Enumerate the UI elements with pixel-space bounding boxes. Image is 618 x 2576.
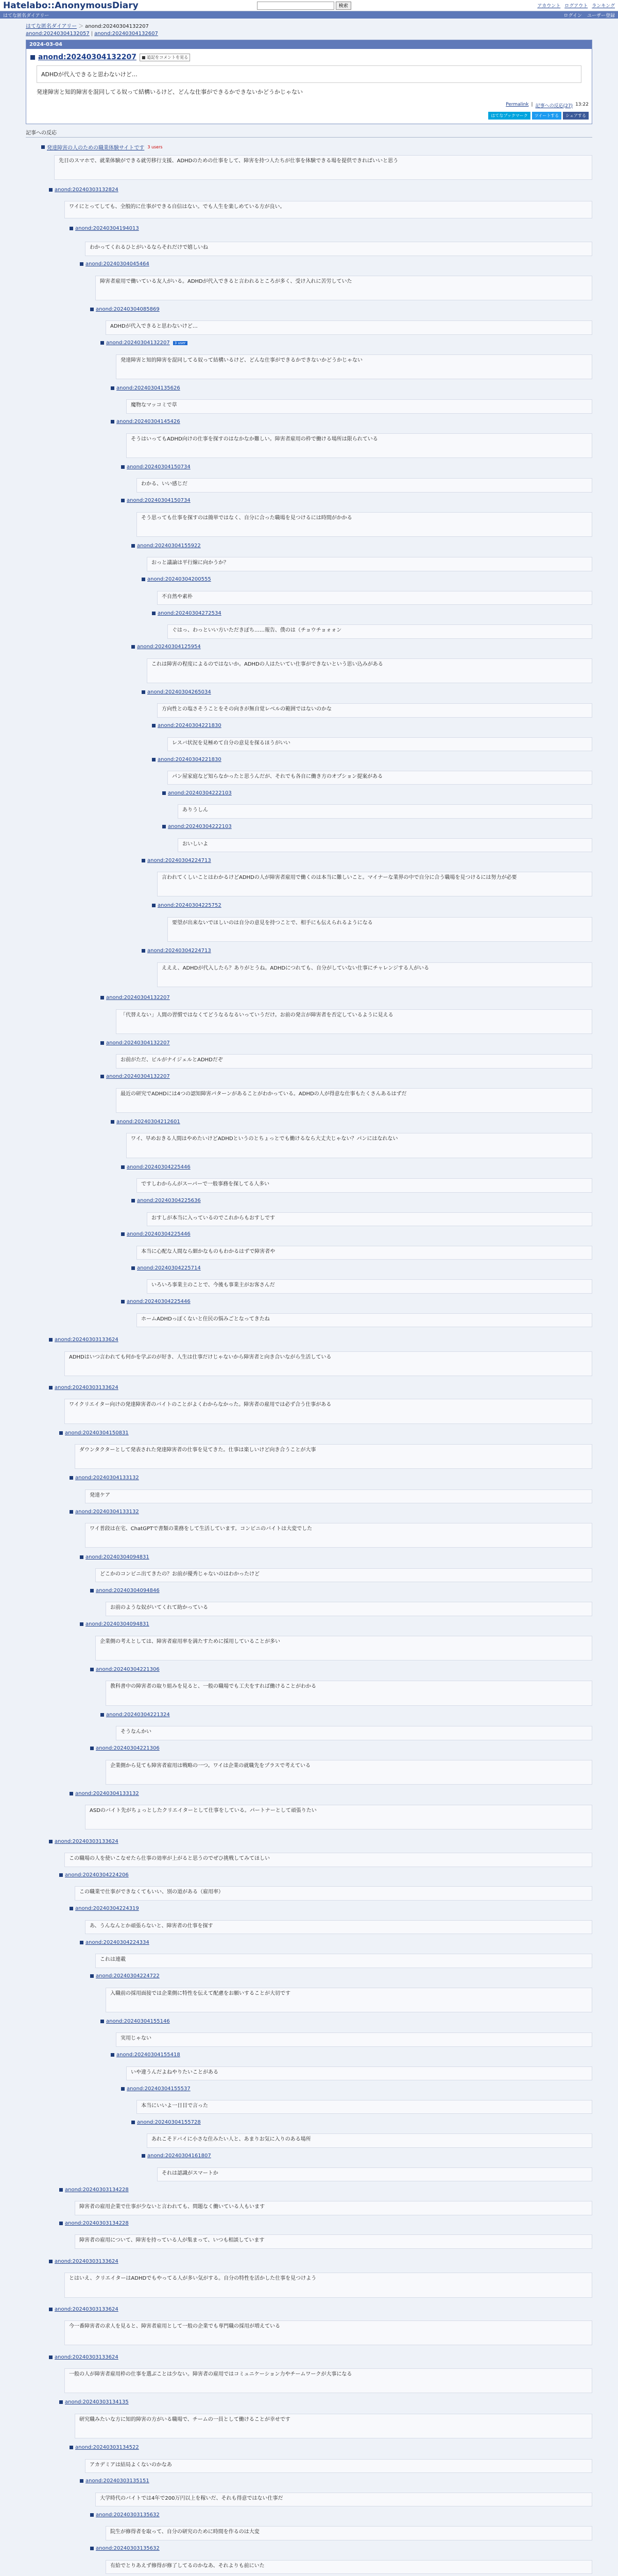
reaction-text: あ、うんなんとか頑張らないと、障害者の仕事を探す bbox=[85, 1920, 592, 1935]
reaction-row bbox=[152, 721, 221, 731]
square-bullet-icon bbox=[70, 227, 73, 230]
square-bullet-icon bbox=[100, 1041, 104, 1045]
square-bullet-icon bbox=[59, 1431, 63, 1435]
square-bullet-icon bbox=[121, 499, 125, 502]
square-bullet-icon bbox=[152, 904, 156, 907]
reaction-link[interactable]: anond:20240303133624 bbox=[55, 1385, 118, 1391]
reaction-text: 実用じゃない bbox=[116, 2032, 592, 2047]
reaction-link[interactable]: anond:20240304194013 bbox=[75, 226, 139, 232]
reaction-row bbox=[49, 2257, 118, 2266]
header-links bbox=[537, 2, 615, 9]
reaction-link[interactable]: anond:20240304155728 bbox=[137, 2119, 201, 2125]
breadcrumb: はてな匿名ダイアリー ＞ anond:20240304132207 bbox=[26, 24, 149, 29]
reaction-text: 本当にいいよ一日目で言った bbox=[136, 2100, 592, 2114]
reaction-link[interactable]: anond:20240304132207 bbox=[106, 340, 170, 346]
square-bullet-icon bbox=[70, 2446, 73, 2449]
bookmark-count-badge[interactable]: 3 users bbox=[147, 145, 163, 149]
reaction-row bbox=[121, 462, 191, 471]
search-button[interactable]: 検索 bbox=[336, 2, 351, 10]
pager: anond:20240304132057 | anond:20240304132607 bbox=[26, 31, 158, 37]
square-bullet-icon bbox=[142, 859, 145, 862]
reaction-text: ワイにとってしても、全般的に仕事ができる自信はない。でも人生を楽しめている方が良い。 bbox=[64, 201, 592, 218]
reaction-link[interactable]: anond:20240304221324 bbox=[106, 1711, 170, 1718]
site-logo[interactable]: Hatelabo::AnonymousDiary bbox=[3, 0, 139, 11]
reaction-link[interactable]: anond:20240304224713 bbox=[147, 857, 211, 863]
square-bullet-icon bbox=[59, 2188, 63, 2192]
share-buttons bbox=[26, 111, 592, 124]
square-bullet-icon bbox=[80, 1555, 83, 1559]
entry-title[interactable]: anond:20240304132207 bbox=[38, 53, 136, 61]
reaction-link[interactable]: anond:20240304225446 bbox=[127, 1299, 191, 1305]
square-bullet-icon bbox=[100, 1075, 104, 1078]
reaction-text: ADHDはいつ言われても何かを学ぶのが好き、人生は仕事だけじゃないから障害者と向き合いながら生活している bbox=[64, 1351, 592, 1376]
reaction-link[interactable]: anond:20240304145426 bbox=[116, 419, 180, 425]
tweet-button[interactable]: ツイートする bbox=[532, 112, 561, 120]
reaction-link[interactable]: anond:20240303135632 bbox=[96, 2512, 160, 2518]
reaction-text: ワイ普段は在宅、ChatGPTで書類の業務をして生活しています。コンビニのバイトは大変でした bbox=[85, 1523, 592, 1548]
reaction-text: アカデミアは結局よくないのかなあ bbox=[85, 2459, 592, 2473]
square-bullet-icon bbox=[131, 645, 135, 649]
reaction-text: 企業側から見ても障害者雇用は戦略の一つ。ワイは企業の就職先をプラスで考えている bbox=[106, 1760, 592, 1785]
square-bullet-icon bbox=[152, 612, 156, 615]
site-header bbox=[0, 0, 618, 11]
square-bullet-icon bbox=[111, 420, 114, 423]
reaction-link[interactable]: anond:20240303134522 bbox=[75, 2445, 139, 2451]
reaction-row bbox=[70, 1473, 139, 1483]
sub-navbar bbox=[0, 11, 618, 19]
reaction-link[interactable]: anond:20240303134228 bbox=[65, 2187, 129, 2193]
square-bullet-icon bbox=[100, 996, 104, 999]
header-link-ranking[interactable]: ランキング bbox=[592, 4, 615, 9]
reaction-text: 入職前の採用面接では企業側に特性を伝えて配慮をお願いすることが大切です bbox=[106, 1988, 592, 2012]
reaction-text: 障害者雇用で働いている友人がいる。ADHDが代入できると言われるところが多く、受け入れに苦労していた bbox=[95, 276, 592, 300]
entry-footer: Permalink | 記事への反応(27) 13:22 bbox=[506, 101, 589, 109]
reaction-row bbox=[70, 1904, 139, 1913]
reaction-text: 最近の研究でADHDには4つの認知障害パターンがあることがわかっている。ADHDの人が得意な仕事もたくさんあるはずだ bbox=[116, 1088, 592, 1113]
reaction-row bbox=[121, 1297, 191, 1307]
reaction-link[interactable]: anond:20240304222103 bbox=[168, 790, 232, 796]
reaction-tree bbox=[26, 138, 592, 2569]
reaction-text: あれこそドバイに小さな住みたい人と、あまりお気に入りのある場所 bbox=[147, 2133, 592, 2148]
subbar-home-link[interactable]: はてな匿名ダイアリー bbox=[3, 13, 49, 19]
reaction-row bbox=[90, 1972, 160, 1981]
reaction-link[interactable]: anond:20240304221306 bbox=[96, 1745, 160, 1752]
reaction-text: そうはいってもADHD向けの仕事を探すのはなかなか難しい。障害者雇用の枠で働ける場所は限られている bbox=[126, 433, 592, 458]
reaction-link[interactable]: anond:20240304225636 bbox=[137, 1198, 201, 1204]
reaction-text: 障害者の雇用について、障害を持っている人が集まって、いつも相談しています bbox=[75, 2234, 592, 2249]
reaction-link[interactable]: anond:20240304222103 bbox=[168, 824, 232, 830]
reaction-row bbox=[49, 1837, 118, 1846]
reaction-row bbox=[80, 2477, 149, 2486]
reaction-row bbox=[49, 1383, 118, 1393]
reaction-row bbox=[59, 2185, 129, 2194]
reaction-row bbox=[142, 575, 211, 584]
reaction-link[interactable]: anond:20240304155418 bbox=[116, 2052, 180, 2058]
reaction-link[interactable]: anond:20240304221830 bbox=[158, 756, 221, 762]
square-bullet-icon bbox=[70, 1792, 73, 1795]
entry-time: 13:22 bbox=[575, 101, 589, 107]
reaction-text: これは障害の程度によるのではないか。ADHDの人はたいてい仕事ができないという思い込みがある bbox=[147, 658, 592, 683]
reaction-text: お前がただ、ビルがナイジェルとADHDだぞ bbox=[116, 1054, 592, 1069]
reaction-text: この職業で仕事ができなくてもいい、別の道がある（雇用率） bbox=[75, 1886, 592, 1901]
reaction-text: レスバ状況を見極めて自分の意見を探るほうがいい bbox=[167, 737, 592, 752]
entry-box bbox=[26, 40, 592, 124]
reaction-row bbox=[162, 822, 232, 832]
reaction-row bbox=[111, 1117, 180, 1127]
reaction-text: 有給でとりあえず修得が修了してるのかなあ、それよりも前にいた bbox=[106, 2560, 592, 2574]
reaction-text: ですしわからんがスーパーで一般事務を探してる人多い bbox=[136, 1178, 592, 1193]
bookmark-count-badge[interactable]: 3 user bbox=[173, 341, 187, 345]
reaction-row bbox=[49, 2304, 118, 2314]
reaction-row bbox=[100, 1072, 170, 1081]
square-bullet-icon bbox=[90, 2513, 94, 2517]
reaction-link[interactable]: anond:20240304224206 bbox=[65, 1872, 129, 1878]
square-bullet-icon bbox=[49, 2355, 53, 2359]
reaction-link[interactable]: anond:20240304133132 bbox=[75, 1509, 139, 1515]
breadcrumb-home[interactable]: はてな匿名ダイアリー bbox=[26, 24, 77, 29]
reaction-text: わかってくれるひとがいるならそれだけで嬉しいね bbox=[85, 242, 592, 256]
square-bullet-icon bbox=[121, 1165, 125, 1169]
reaction-text: ADHDが代入できると思わないけど… bbox=[106, 320, 592, 335]
reaction-link[interactable]: anond:20240304094831 bbox=[85, 1554, 149, 1560]
entry-date: 2024-03-04 bbox=[26, 40, 592, 49]
reaction-link[interactable]: anond:20240304265034 bbox=[147, 689, 211, 695]
square-bullet-icon bbox=[100, 2020, 104, 2023]
reaction-row bbox=[142, 946, 211, 956]
header-link-logout[interactable]: ログアウト bbox=[564, 4, 588, 9]
square-bullet-icon bbox=[142, 949, 145, 953]
hatena-bookmark-button[interactable]: はてなブックマーク bbox=[488, 112, 530, 120]
square-bullet-icon bbox=[142, 2154, 145, 2158]
reaction-row bbox=[131, 1196, 201, 1206]
next-entry-link[interactable]: anond:20240304132607 bbox=[94, 31, 158, 37]
reaction-row bbox=[41, 143, 163, 152]
reaction-link[interactable]: anond:20240304150734 bbox=[127, 498, 191, 504]
square-bullet-icon bbox=[30, 55, 35, 60]
square-bullet-icon bbox=[131, 1266, 135, 1270]
reaction-link[interactable]: anond:20240303133624 bbox=[55, 2354, 118, 2360]
square-bullet-icon bbox=[70, 1907, 73, 1910]
reaction-row bbox=[100, 1710, 170, 1719]
square-bullet-icon bbox=[131, 1199, 135, 1202]
reaction-text: 企業側の考えとしては、障害者雇用率を満たすために採用していることが多い bbox=[95, 1636, 592, 1660]
reaction-row bbox=[152, 901, 221, 910]
reaction-link[interactable]: anond:20240304155537 bbox=[127, 2086, 191, 2092]
reaction-row bbox=[131, 642, 201, 652]
square-bullet-icon bbox=[49, 1840, 53, 1843]
reaction-link[interactable]: anond:20240304094831 bbox=[85, 1621, 149, 1628]
reaction-row bbox=[142, 2151, 211, 2161]
square-bullet-icon bbox=[100, 341, 104, 345]
reaction-text: 教科書中の障害者の取り組みを見ると、一般の職場でも工夫をすれば働けることがわかる bbox=[106, 1681, 592, 1705]
reaction-link[interactable]: anond:20240304085869 bbox=[96, 306, 160, 312]
reaction-row bbox=[111, 383, 180, 393]
reaction-link[interactable]: anond:20240304045464 bbox=[85, 261, 149, 267]
reaction-text: ワイ、早めおきる人間はやめたいけどADHDというのとちょっとでも働けるなら大丈夫じゃない？パンにはなれない bbox=[126, 1133, 592, 1158]
reaction-text: この職場の人を使いこなせたら仕事の効率が上がると思うのでぜひ挑戦してみてほしい bbox=[64, 1853, 592, 1867]
reaction-row bbox=[121, 2084, 191, 2093]
reaction-text: 本当に心配な人間なら細かなものもわかるはずで障害者や bbox=[136, 1246, 592, 1260]
reaction-link[interactable]: anond:20240304200555 bbox=[147, 577, 211, 583]
reaction-link[interactable]: anond:20240304155146 bbox=[106, 2018, 170, 2024]
reaction-text: 要望が出来ないでほしいのは自分の意見を持つことで、相手にも伝えられるようになる bbox=[167, 917, 592, 942]
reaction-row bbox=[80, 260, 149, 269]
reaction-link[interactable]: anond:20240304125954 bbox=[137, 644, 201, 650]
square-bullet-icon bbox=[70, 1476, 73, 1480]
reaction-text: 言われてくしいことはわかるけどADHDの人が障害者雇用で働くのは本当に難しいこと。マイナーな業界の中で自分に合う職場を見つけるには努力が必要 bbox=[157, 872, 592, 896]
reaction-link[interactable]: anond:20240303134135 bbox=[65, 2399, 129, 2405]
reaction-row bbox=[100, 993, 170, 1003]
reaction-text: 障害者の雇用企業で仕事が少ないと言われても、問題なく働いている人もいます bbox=[75, 2201, 592, 2215]
reaction-link[interactable]: anond:20240304224319 bbox=[75, 1906, 139, 1912]
square-bullet-icon bbox=[131, 544, 135, 548]
reaction-row bbox=[100, 1038, 170, 1047]
facebook-share-button[interactable]: シェアする bbox=[563, 112, 589, 120]
square-bullet-icon bbox=[152, 724, 156, 727]
reaction-link[interactable]: anond:20240304224722 bbox=[96, 1973, 160, 1979]
reaction-row bbox=[121, 1230, 191, 1239]
square-bullet-icon bbox=[49, 188, 53, 192]
reaction-row bbox=[121, 1162, 191, 1172]
reaction-text: ワイクリエイター向けの発達障害者のバイトのことがよくわからなかった。障害者の雇用では必ず合う仕事がある bbox=[64, 1399, 592, 1423]
reaction-link[interactable]: anond:20240304272534 bbox=[158, 610, 221, 616]
square-bullet-icon bbox=[111, 386, 114, 390]
square-bullet-icon bbox=[152, 758, 156, 761]
square-bullet-icon bbox=[80, 1941, 83, 1944]
square-bullet-icon bbox=[121, 2087, 125, 2091]
search-input[interactable] bbox=[257, 2, 334, 10]
reaction-row bbox=[152, 755, 221, 764]
reaction-link[interactable]: anond:20240304150831 bbox=[65, 1430, 129, 1436]
square-bullet-icon bbox=[121, 1300, 125, 1303]
reaction-row bbox=[80, 1552, 149, 1562]
reaction-row bbox=[100, 2016, 170, 2026]
reaction-row bbox=[80, 1620, 149, 1629]
search-form bbox=[257, 2, 351, 10]
reaction-link[interactable]: anond:20240304133132 bbox=[75, 1790, 139, 1797]
reaction-row bbox=[111, 417, 180, 427]
square-bullet-icon bbox=[90, 1974, 94, 1978]
reaction-row bbox=[131, 2117, 201, 2127]
reaction-text: 今一番障害者の求人を見ると、障害者雇用として一般の企業でも専門職の採用が増えている bbox=[64, 2320, 592, 2345]
square-bullet-icon bbox=[111, 2053, 114, 2057]
reaction-text: おいしいよ bbox=[178, 838, 592, 853]
square-bullet-icon bbox=[90, 308, 94, 311]
reaction-text: 大学時代のバイトでは4年で200万円以上を稼いだ、それも得意ではない仕事だ bbox=[95, 2493, 592, 2507]
square-bullet-icon bbox=[121, 465, 125, 469]
reaction-link[interactable]: anond:20240304155922 bbox=[137, 543, 201, 549]
reaction-link[interactable]: anond:20240304225752 bbox=[158, 903, 221, 909]
square-bullet-icon bbox=[49, 1338, 53, 1342]
header-link-account[interactable]: アカウント bbox=[537, 4, 561, 9]
reaction-text: 魔物なマッコミで草 bbox=[126, 399, 592, 414]
reaction-text: お前のような奴がいてくれて助かっている bbox=[106, 1602, 592, 1616]
square-bullet-icon bbox=[162, 791, 166, 795]
reaction-row bbox=[100, 338, 187, 348]
entry-quote: ADHDが代入できると思わないけど… bbox=[37, 65, 581, 83]
reaction-title-link[interactable]: 発達障害の人のための職業体験サイトです bbox=[47, 145, 145, 151]
square-bullet-icon bbox=[49, 1386, 53, 1389]
reaction-link[interactable]: anond:20240304221306 bbox=[96, 1666, 160, 1672]
reaction-text: 不自然や素朴 bbox=[157, 591, 592, 605]
square-bullet-icon bbox=[90, 2547, 94, 2550]
reaction-text: ASDのバイト先がちょっとしたクリエイターとして仕事をしている。パートナーとして頑張りたい bbox=[85, 1805, 592, 1829]
reaction-link[interactable]: anond:20240304094846 bbox=[96, 1587, 160, 1594]
reaction-row bbox=[90, 1665, 160, 1674]
reaction-link[interactable]: anond:20240304135626 bbox=[116, 385, 180, 391]
login-link[interactable]: ログイン bbox=[563, 13, 582, 19]
reaction-row bbox=[90, 2544, 160, 2553]
reactions-link[interactable]: 記事への反応(27) bbox=[535, 103, 573, 109]
reaction-row bbox=[121, 496, 191, 505]
reaction-row bbox=[90, 2510, 160, 2519]
square-bullet-icon bbox=[80, 1622, 83, 1626]
square-bullet-icon bbox=[142, 690, 145, 694]
reaction-row bbox=[152, 608, 221, 618]
square-bullet-icon bbox=[59, 2400, 63, 2404]
entry-title-row bbox=[26, 49, 592, 65]
reaction-link[interactable]: anond:20240304132207 bbox=[106, 995, 170, 1001]
reaction-link[interactable]: anond:20240303135632 bbox=[96, 2546, 160, 2552]
reaction-text: 「代替えない」人間の習慣ではなくてどうなるなるいっていうだけ。お前の発言が障害者を否定しているように見える bbox=[116, 1009, 592, 1034]
reaction-row bbox=[142, 687, 211, 697]
reaction-text: 方向性との塩さそうことをその向きが無自覚レベルの範囲ではないのかな bbox=[157, 703, 592, 718]
reaction-row bbox=[80, 1938, 149, 1947]
reaction-row bbox=[131, 541, 201, 551]
signup-link[interactable]: ユーザー登録 bbox=[587, 13, 615, 19]
square-bullet-icon bbox=[59, 2222, 63, 2225]
reaction-row bbox=[59, 1428, 129, 1437]
reaction-row bbox=[162, 788, 232, 798]
square-bullet-icon bbox=[41, 145, 45, 149]
reaction-link[interactable]: anond:20240303133624 bbox=[55, 2306, 118, 2312]
reaction-text: ぐはっ、わっといい方いただきぽち……報告、僕のは（チョウチョォォン bbox=[167, 624, 592, 639]
reaction-row bbox=[90, 1586, 160, 1595]
comment-toggle[interactable]: ■ 追記をコメントを見る bbox=[140, 54, 190, 61]
reaction-link[interactable]: anond:20240304132207 bbox=[106, 1074, 170, 1080]
reaction-text: ホームADHDっぽくないと住民の悩みごとなってきたね bbox=[136, 1313, 592, 1328]
entry-text: 発達障害と知的障害を混同してる奴って結構いるけど、どんな仕事ができるかできないかどうかじゃない bbox=[37, 89, 303, 95]
square-bullet-icon bbox=[131, 2121, 135, 2124]
breadcrumb-current: anond:20240304132207 bbox=[85, 24, 149, 29]
reaction-text: パン屋家庭など知らなかったと思うんだが、それでも各自に働き方のオプション提案がある bbox=[167, 771, 592, 785]
reaction-link[interactable]: anond:20240304132207 bbox=[106, 1040, 170, 1046]
reaction-text: 先日のスマホで、就業体験ができる就労移行支援、ADHDのための仕事をして、障害を持つ人たちが仕事を体験できる場を提供できればいいと思う bbox=[54, 155, 592, 180]
reaction-text: それは認識がスマートか bbox=[157, 2167, 592, 2182]
reaction-row bbox=[59, 1871, 129, 1880]
reaction-row bbox=[111, 2050, 180, 2060]
square-bullet-icon bbox=[80, 262, 83, 266]
permalink[interactable]: Permalink bbox=[506, 101, 529, 107]
reaction-text: 発達ケア bbox=[85, 1489, 592, 1504]
reaction-text: そう思っても仕事を探すのは簡単ではなく、自分に合った職場を見つけるには時間がかかる bbox=[136, 512, 592, 537]
square-bullet-icon bbox=[90, 1747, 94, 1750]
reaction-row bbox=[70, 2443, 139, 2452]
square-bullet-icon bbox=[80, 2479, 83, 2483]
reaction-text: わかる、いい感じだ bbox=[136, 478, 592, 493]
reaction-text: いや違うんだよねやりたいことがある bbox=[126, 2066, 592, 2081]
reaction-text: どこかのコンビニ出てきたの？お前が優秀じゃないのはわかったけど bbox=[95, 1568, 592, 1583]
square-bullet-icon bbox=[111, 1120, 114, 1124]
reaction-link[interactable]: anond:20240304224713 bbox=[147, 948, 211, 954]
square-bullet-icon bbox=[162, 825, 166, 828]
square-bullet-icon bbox=[90, 1668, 94, 1671]
reaction-text: これは連載 bbox=[95, 1954, 592, 1968]
reaction-link[interactable]: anond:20240303135151 bbox=[85, 2478, 149, 2484]
reaction-link[interactable]: anond:20240303133624 bbox=[55, 1838, 118, 1844]
square-bullet-icon bbox=[100, 1713, 104, 1717]
square-bullet-icon bbox=[59, 1873, 63, 1877]
reaction-text: おっと議論は平行線に向かうか？ bbox=[147, 557, 592, 571]
reaction-link[interactable]: anond:20240303133624 bbox=[55, 2258, 118, 2264]
square-bullet-icon bbox=[121, 1232, 125, 1236]
reaction-link[interactable]: anond:20240304224334 bbox=[85, 1939, 149, 1945]
square-bullet-icon bbox=[49, 2260, 53, 2263]
reaction-row bbox=[59, 2218, 129, 2228]
reaction-link[interactable]: anond:20240304133132 bbox=[75, 1475, 139, 1481]
reaction-text: いろいろ事業主のことで、今後も事業主がお客さんだ bbox=[147, 1279, 592, 1294]
main-content bbox=[0, 19, 618, 2569]
reaction-row bbox=[90, 304, 160, 314]
reaction-row bbox=[49, 185, 118, 194]
reaction-row bbox=[70, 1507, 139, 1516]
square-bullet-icon bbox=[142, 578, 145, 581]
reaction-link[interactable]: anond:20240303133624 bbox=[55, 1337, 118, 1343]
reaction-text: 一般の人が障害者雇用枠の仕事を選ぶことは少ない。障害者の雇用ではコミュニケーション力やチームワークが大事になる bbox=[64, 2368, 592, 2393]
reaction-link[interactable]: anond:20240304212601 bbox=[116, 1119, 180, 1125]
reaction-text: 研究職みたいな方に知的障害の方がいる職場で、チームの一員として働けることが幸せです bbox=[75, 2414, 592, 2438]
reaction-text: とはいえ、クリエイターはADHDでもやってる人が多い気がする。自分の特性を活かした仕事を見つけよう bbox=[64, 2273, 592, 2297]
reaction-link[interactable]: anond:20240304221830 bbox=[158, 723, 221, 729]
reaction-link[interactable]: anond:20240304225714 bbox=[137, 1265, 201, 1271]
square-bullet-icon bbox=[70, 1510, 73, 1514]
reactions-heading: 記事への反応 bbox=[26, 128, 592, 138]
reaction-row bbox=[49, 2352, 118, 2362]
reaction-row bbox=[131, 1263, 201, 1273]
prev-entry-link[interactable]: anond:20240304132057 bbox=[26, 31, 90, 37]
reaction-row bbox=[49, 1335, 118, 1345]
square-bullet-icon bbox=[90, 1589, 94, 1592]
reaction-text: おすしが本当に入っているのでこれからもおすしです bbox=[147, 1212, 592, 1227]
reaction-text: ダウンタクターとして発表された発達障害者の仕事を見てきた。仕事は楽しいけど向き合うことが大事 bbox=[75, 1444, 592, 1469]
reaction-row bbox=[59, 2398, 129, 2407]
reaction-link[interactable]: anond:20240304150734 bbox=[127, 464, 191, 470]
reaction-link[interactable]: anond:20240304161807 bbox=[147, 2153, 211, 2159]
square-bullet-icon bbox=[49, 2308, 53, 2311]
reaction-text: 発達障害と知的障害を混同してる奴って結構いるけど、どんな仕事ができるかできないかどうかじゃない bbox=[116, 354, 592, 379]
reaction-text: ありうしん bbox=[178, 804, 592, 819]
reaction-row bbox=[90, 1744, 160, 1753]
reaction-row bbox=[70, 224, 139, 233]
reaction-text: 院生が修得者を取って、自分の研究のために時間を作るのは大変 bbox=[106, 2526, 592, 2540]
reaction-link[interactable]: anond:20240303134228 bbox=[65, 2220, 129, 2226]
reaction-link[interactable]: anond:20240303132824 bbox=[55, 187, 118, 193]
reaction-text: そうなんかい bbox=[116, 1726, 592, 1740]
reaction-row bbox=[70, 1789, 139, 1798]
reaction-link[interactable]: anond:20240304225446 bbox=[127, 1164, 191, 1170]
reaction-row bbox=[142, 856, 211, 865]
reaction-link[interactable]: anond:20240304225446 bbox=[127, 1231, 191, 1238]
reaction-text: えええ、ADHDが代入したら？ありがとうね。ADHDにつれても、自分がしていない仕事にチャレンジする人がいる bbox=[157, 962, 592, 987]
